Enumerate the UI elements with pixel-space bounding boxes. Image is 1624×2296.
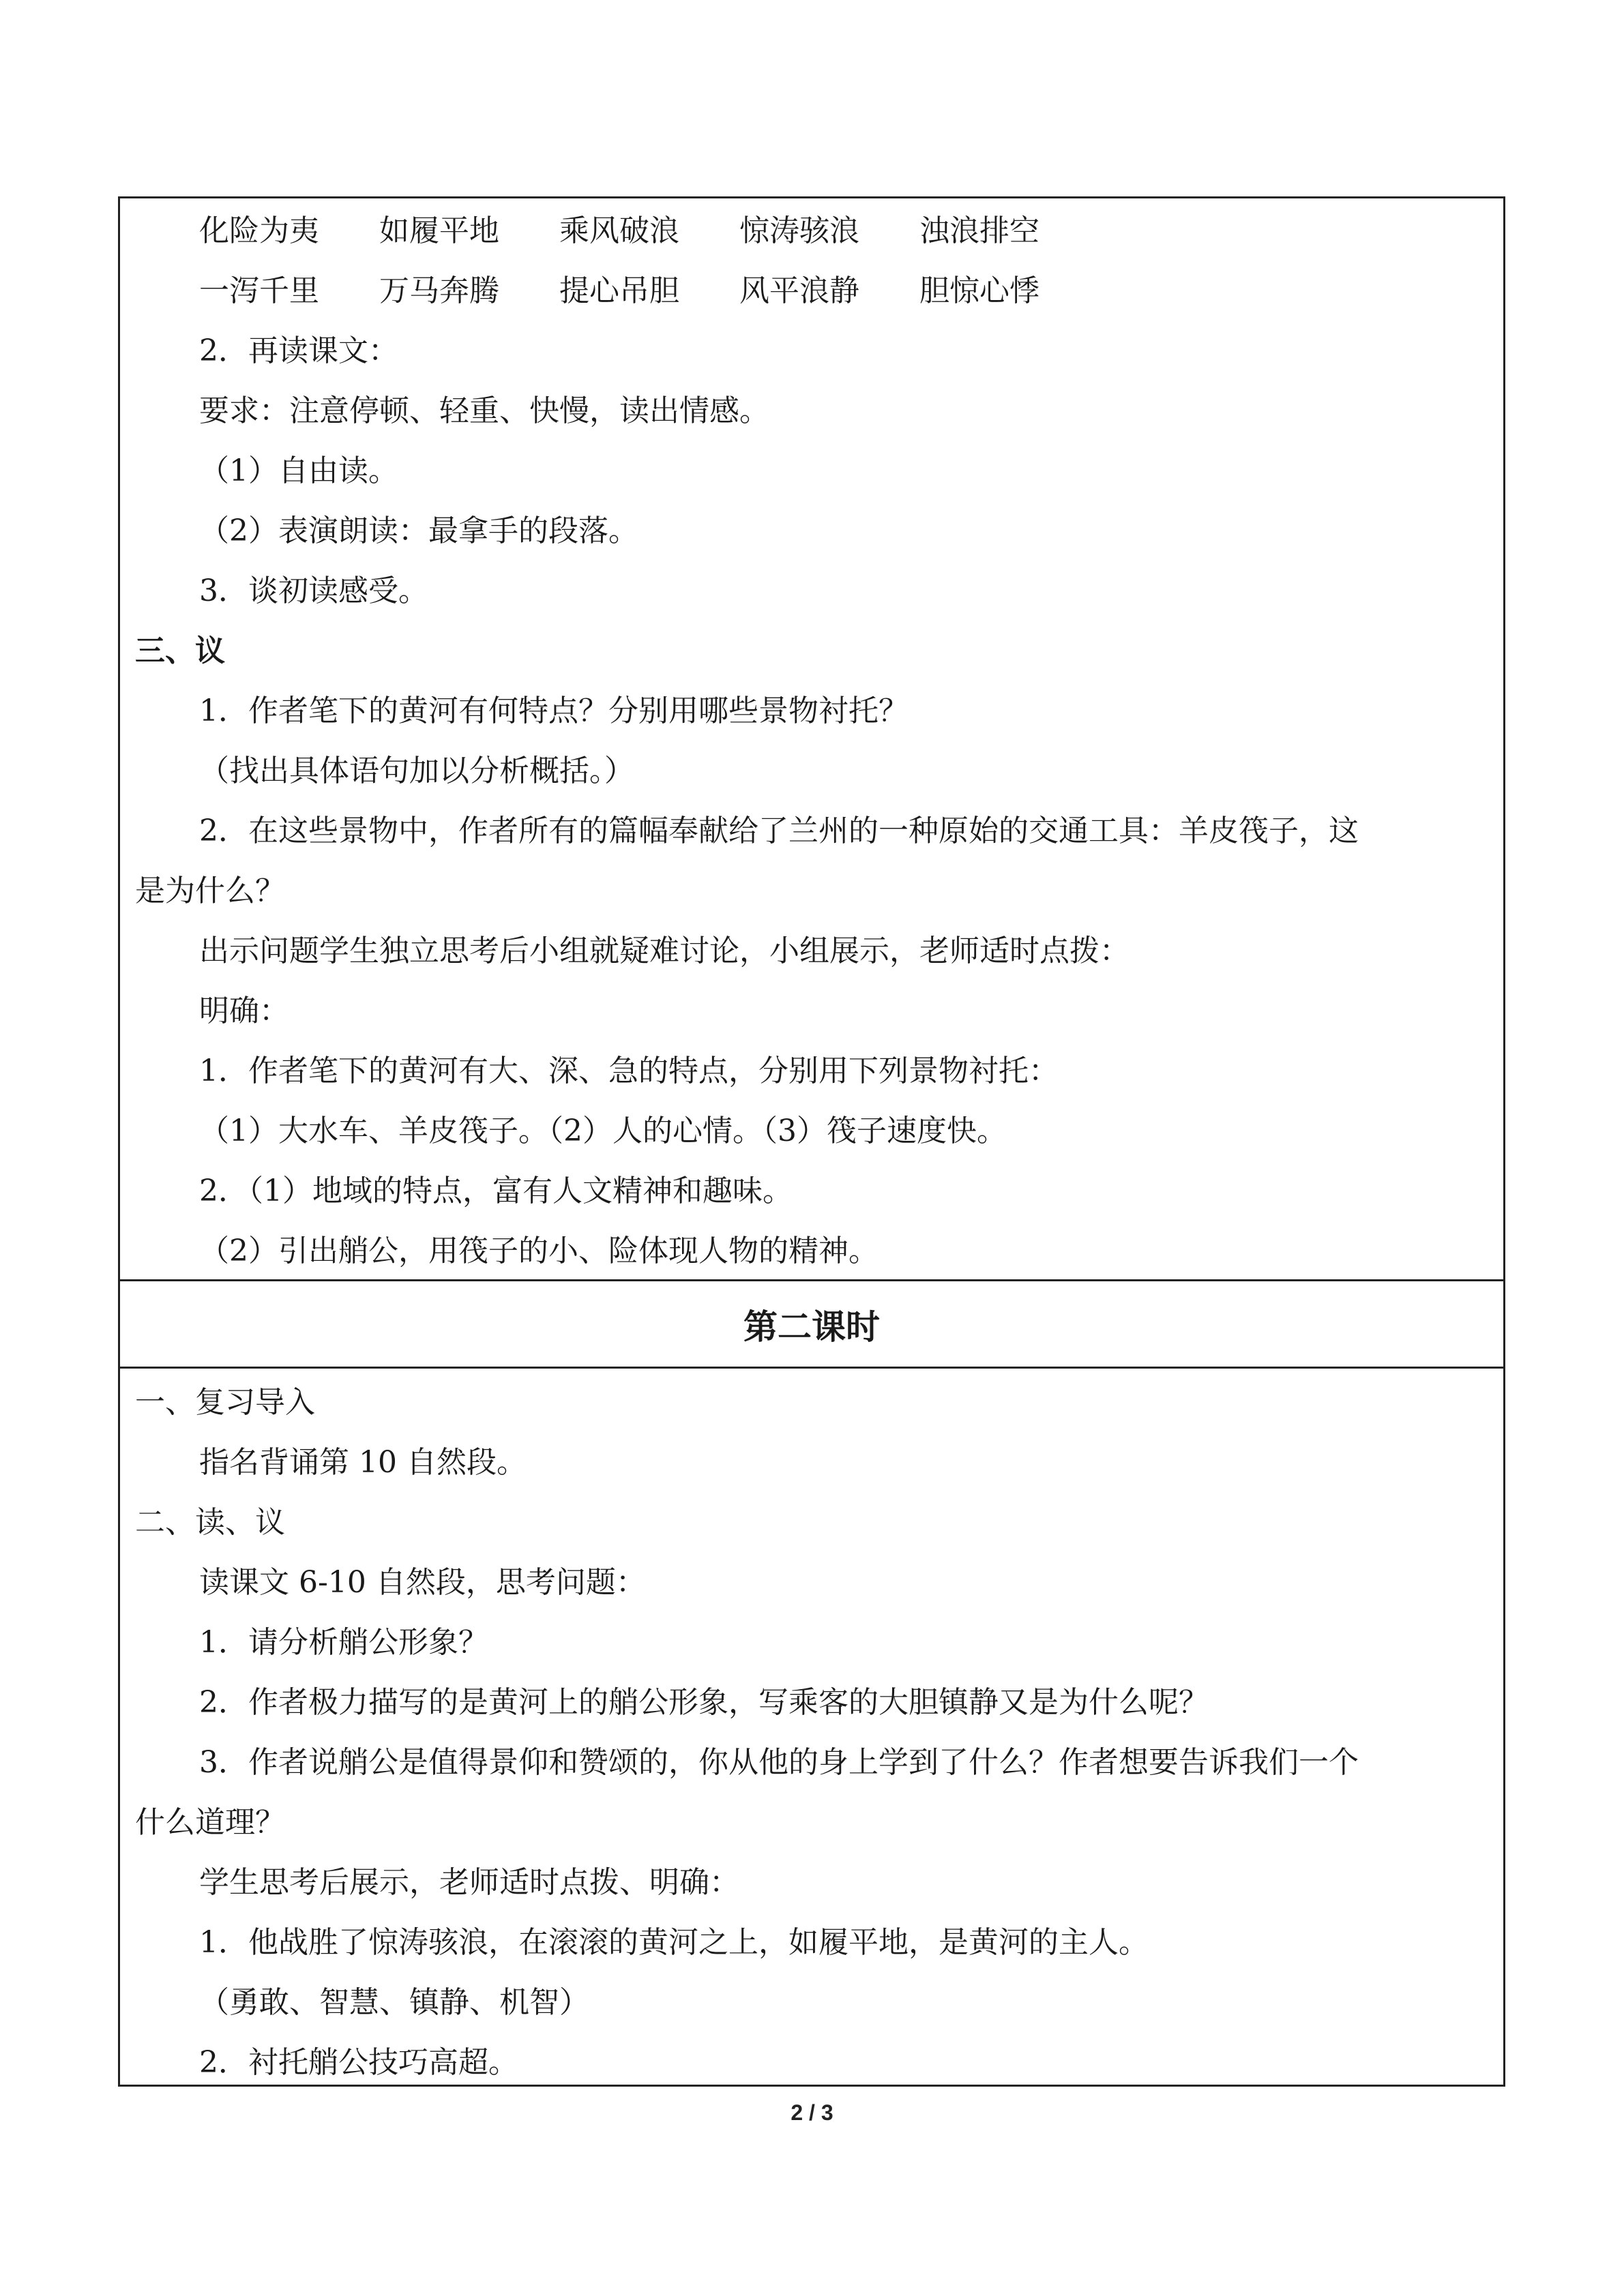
text-line: 1．作者笔下的黄河有何特点？分别用哪些景物衬托？ [199, 694, 909, 728]
text-line: 明确： [199, 994, 289, 1028]
text-line: 2．衬托艄公技巧高超。 [199, 2045, 518, 2080]
text-line: 什么道理？ [135, 1805, 285, 1840]
text-line: 3．作者说艄公是值得景仰和赞颂的，你从他的身上学到了什么？作者想要告诉我们一个 [199, 1745, 1359, 1780]
vocab-word: 浊浪排空 [919, 213, 1039, 248]
vocab-word: 惊涛骇浪 [739, 213, 859, 248]
text-line: 是为什么？ [135, 874, 285, 908]
page-number: 2 / 3 [791, 2100, 833, 2125]
section-heading: 二、读、议 [135, 1505, 285, 1540]
vocab-word: 一泻千里 [199, 273, 319, 308]
vocab-word: 风平浪静 [739, 273, 859, 308]
text-line: 2．作者极力描写的是黄河上的艄公形象，写乘客的大胆镇静又是为什么呢？ [199, 1685, 1209, 1720]
vocab-word: 万马奔腾 [379, 273, 499, 308]
text-line: 2．再读课文： [199, 333, 398, 368]
lesson-content-cell-1 [120, 198, 1503, 1279]
lesson-heading: 第二课时 [743, 1306, 880, 1347]
section-heading: 一、复习导入 [135, 1385, 315, 1420]
text-line: 要求：注意停顿、轻重、快慢，读出情感。 [199, 393, 769, 428]
text-line: 2．在这些景物中，作者所有的篇幅奉献给了兰州的一种原始的交通工具：羊皮筏子，这 [199, 814, 1359, 848]
lesson-heading-cell [120, 1279, 1503, 1369]
text-line: 学生思考后展示，老师适时点拨、明确： [199, 1865, 739, 1900]
text-line: 1．他战胜了惊涛骇浪，在滚滚的黄河之上，如履平地，是黄河的主人。 [199, 1925, 1149, 1960]
vocab-word: 如履平地 [379, 213, 499, 248]
text-line: 读课文 6-10 自然段，思考问题： [199, 1565, 646, 1600]
text-line: （找出具体语句加以分析概括。） [199, 754, 634, 788]
text-line: （2）表演朗读：最拿手的段落。 [199, 513, 638, 548]
text-line: （1）大水车、羊皮筏子。（2）人的心情。（3）筏子速度快。 [199, 1114, 1007, 1148]
vocab-word: 乘风破浪 [559, 213, 679, 248]
text-line: 3．谈初读感受。 [199, 573, 428, 608]
text-line: （2）引出艄公，用筏子的小、险体现人物的精神。 [199, 1234, 879, 1268]
text-line: 2．（1）地域的特点，富有人文精神和趣味。 [199, 1174, 793, 1208]
vocab-word: 提心吊胆 [559, 273, 679, 308]
lesson-content-cell-2 [120, 1369, 1503, 2085]
section-heading: 三、议 [135, 633, 225, 668]
vocab-word: 胆惊心悸 [919, 273, 1039, 308]
text-line: 出示问题学生独立思考后小组就疑难讨论，小组展示，老师适时点拨： [199, 934, 1130, 968]
text-line: 1．作者笔下的黄河有大、深、急的特点，分别用下列景物衬托： [199, 1054, 1059, 1088]
lesson-plan-table [118, 196, 1505, 2087]
text-line: 1．请分析艄公形象？ [199, 1625, 488, 1660]
vocab-word: 化险为夷 [199, 213, 319, 248]
text-line: 指名背诵第 10 自然段。 [199, 1445, 527, 1480]
text-line: （勇敢、智慧、镇静、机智） [199, 1985, 589, 2020]
text-line: （1）自由读。 [199, 453, 398, 488]
